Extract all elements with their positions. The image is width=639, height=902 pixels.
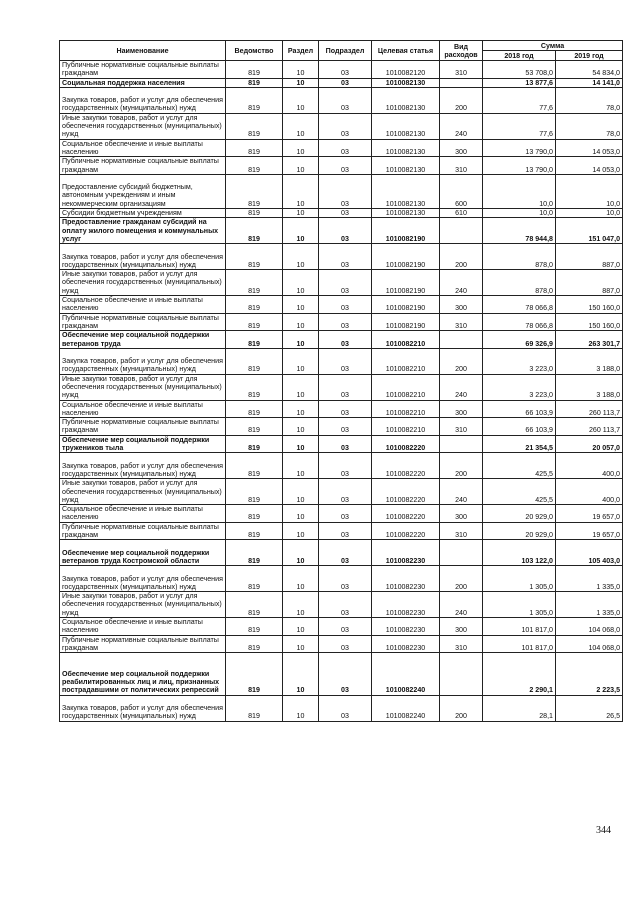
cell-razdel: 10 [283, 296, 319, 314]
cell-expense-type [440, 78, 483, 87]
cell-sum-2018: 77,6 [483, 113, 556, 139]
cell-sum-2018: 2 290,1 [483, 653, 556, 696]
cell-name: Публичные нормативные социальные выплаты гражданам [60, 418, 226, 436]
cell-razdel: 10 [283, 453, 319, 479]
cell-sum-2019: 150 160,0 [556, 296, 623, 314]
cell-razdel: 10 [283, 209, 319, 218]
cell-sum-2019: 105 403,0 [556, 540, 623, 566]
cell-target-article: 1010082230 [372, 592, 440, 618]
cell-expense-type [440, 435, 483, 453]
cell-sum-2018: 77,6 [483, 87, 556, 113]
cell-sum-2019: 26,5 [556, 695, 623, 721]
cell-expense-type: 300 [440, 505, 483, 523]
cell-sum-2018: 425,5 [483, 479, 556, 505]
header-expense-type: Вид расходов [440, 41, 483, 61]
cell-podrazdel: 03 [319, 313, 372, 331]
cell-sum-2018: 10,0 [483, 209, 556, 218]
cell-name: Социальная поддержка населения [60, 78, 226, 87]
cell-ved: 819 [226, 435, 283, 453]
cell-razdel: 10 [283, 87, 319, 113]
header-podrazdel: Подраздел [319, 41, 372, 61]
cell-podrazdel: 03 [319, 218, 372, 244]
cell-razdel: 10 [283, 635, 319, 653]
table-row [60, 635, 623, 653]
cell-podrazdel: 03 [319, 566, 372, 592]
cell-target-article: 1010082130 [372, 174, 440, 208]
cell-target-article: 1010082190 [372, 296, 440, 314]
table-row [60, 139, 623, 157]
cell-razdel: 10 [283, 505, 319, 523]
cell-name: Закупка товаров, работ и услуг для обеспечения государственных (муниципальных) нужд [60, 453, 226, 479]
cell-ved: 819 [226, 313, 283, 331]
cell-expense-type: 310 [440, 522, 483, 540]
cell-sum-2018: 10,0 [483, 174, 556, 208]
cell-podrazdel: 03 [319, 244, 372, 270]
cell-expense-type: 240 [440, 113, 483, 139]
cell-expense-type: 310 [440, 418, 483, 436]
cell-name: Обеспечение мер социальной поддержки тружеников тыла [60, 435, 226, 453]
cell-sum-2018: 13 877,6 [483, 78, 556, 87]
table-row [60, 400, 623, 418]
cell-ved: 819 [226, 209, 283, 218]
cell-ved: 819 [226, 61, 283, 79]
cell-sum-2019: 400,0 [556, 453, 623, 479]
cell-sum-2019: 20 057,0 [556, 435, 623, 453]
cell-razdel: 10 [283, 61, 319, 79]
cell-podrazdel: 03 [319, 618, 372, 636]
table-row [60, 331, 623, 349]
cell-target-article: 1010082230 [372, 618, 440, 636]
cell-name: Публичные нормативные социальные выплаты гражданам [60, 635, 226, 653]
cell-name: Закупка товаров, работ и услуг для обеспечения государственных (муниципальных) нужд [60, 566, 226, 592]
cell-expense-type: 310 [440, 635, 483, 653]
table-row [60, 113, 623, 139]
cell-ved: 819 [226, 635, 283, 653]
cell-razdel: 10 [283, 618, 319, 636]
cell-name: Закупка товаров, работ и услуг для обеспечения государственных (муниципальных) нужд [60, 348, 226, 374]
cell-expense-type: 600 [440, 174, 483, 208]
cell-ved: 819 [226, 479, 283, 505]
table-row [60, 157, 623, 175]
cell-razdel: 10 [283, 522, 319, 540]
cell-ved: 819 [226, 157, 283, 175]
cell-ved: 819 [226, 522, 283, 540]
cell-ved: 819 [226, 592, 283, 618]
table-row [60, 522, 623, 540]
cell-sum-2019: 3 188,0 [556, 348, 623, 374]
cell-target-article: 1010082190 [372, 218, 440, 244]
cell-sum-2019: 78,0 [556, 87, 623, 113]
cell-sum-2019: 14 053,0 [556, 157, 623, 175]
cell-expense-type: 200 [440, 566, 483, 592]
table-row [60, 453, 623, 479]
cell-target-article: 1010082130 [372, 209, 440, 218]
cell-target-article: 1010082220 [372, 522, 440, 540]
cell-sum-2019: 104 068,0 [556, 618, 623, 636]
cell-podrazdel: 03 [319, 540, 372, 566]
table-row [60, 244, 623, 270]
cell-name: Публичные нормативные социальные выплаты гражданам [60, 313, 226, 331]
cell-ved: 819 [226, 174, 283, 208]
table-row [60, 78, 623, 87]
table-row [60, 653, 623, 696]
cell-target-article: 1010082130 [372, 113, 440, 139]
table-row [60, 61, 623, 79]
cell-ved: 819 [226, 331, 283, 349]
cell-name: Иные закупки товаров, работ и услуг для обеспечения государственных (муниципальных) нужд [60, 479, 226, 505]
cell-sum-2019: 263 301,7 [556, 331, 623, 349]
cell-sum-2018: 78 944,8 [483, 218, 556, 244]
cell-podrazdel: 03 [319, 87, 372, 113]
cell-target-article: 1010082230 [372, 566, 440, 592]
cell-razdel: 10 [283, 218, 319, 244]
cell-target-article: 1010082190 [372, 313, 440, 331]
cell-podrazdel: 03 [319, 348, 372, 374]
cell-name: Закупка товаров, работ и услуг для обеспечения государственных (муниципальных) нужд [60, 87, 226, 113]
cell-ved: 819 [226, 653, 283, 696]
cell-expense-type: 240 [440, 592, 483, 618]
cell-sum-2018: 78 066,8 [483, 313, 556, 331]
cell-sum-2019: 19 657,0 [556, 505, 623, 523]
header-year-2019: 2019 год [556, 51, 623, 61]
table-row [60, 618, 623, 636]
cell-target-article: 1010082220 [372, 479, 440, 505]
cell-podrazdel: 03 [319, 435, 372, 453]
cell-sum-2018: 1 305,0 [483, 566, 556, 592]
cell-name: Иные закупки товаров, работ и услуг для обеспечения государственных (муниципальных) нужд [60, 113, 226, 139]
cell-ved: 819 [226, 540, 283, 566]
cell-name: Обеспечение мер социальной поддержки ветеранов труда Костромской области [60, 540, 226, 566]
header-ved: Ведомство [226, 41, 283, 61]
cell-target-article: 1010082210 [372, 400, 440, 418]
cell-podrazdel: 03 [319, 505, 372, 523]
cell-sum-2018: 13 790,0 [483, 157, 556, 175]
cell-expense-type: 240 [440, 374, 483, 400]
cell-sum-2019: 19 657,0 [556, 522, 623, 540]
cell-name: Социальное обеспечение и иные выплаты населению [60, 296, 226, 314]
cell-expense-type: 240 [440, 270, 483, 296]
cell-sum-2018: 66 103,9 [483, 400, 556, 418]
cell-sum-2018: 28,1 [483, 695, 556, 721]
cell-razdel: 10 [283, 695, 319, 721]
cell-expense-type: 200 [440, 244, 483, 270]
cell-ved: 819 [226, 695, 283, 721]
cell-name: Обеспечение мер социальной поддержки ветеранов труда [60, 331, 226, 349]
header-row-1 [60, 41, 623, 51]
cell-sum-2018: 20 929,0 [483, 505, 556, 523]
cell-expense-type: 310 [440, 313, 483, 331]
cell-podrazdel: 03 [319, 331, 372, 349]
cell-expense-type: 300 [440, 296, 483, 314]
cell-name: Публичные нормативные социальные выплаты гражданам [60, 522, 226, 540]
cell-sum-2018: 53 708,0 [483, 61, 556, 79]
cell-sum-2019: 1 335,0 [556, 592, 623, 618]
cell-sum-2018: 66 103,9 [483, 418, 556, 436]
cell-sum-2019: 78,0 [556, 113, 623, 139]
header-name: Наименование [60, 41, 226, 61]
cell-target-article: 1010082210 [372, 418, 440, 436]
cell-podrazdel: 03 [319, 157, 372, 175]
cell-podrazdel: 03 [319, 418, 372, 436]
cell-expense-type: 310 [440, 61, 483, 79]
cell-target-article: 1010082210 [372, 331, 440, 349]
cell-sum-2019: 150 160,0 [556, 313, 623, 331]
budget-table [59, 40, 623, 722]
cell-expense-type: 200 [440, 348, 483, 374]
cell-name: Социальное обеспечение и иные выплаты населению [60, 139, 226, 157]
cell-ved: 819 [226, 566, 283, 592]
cell-expense-type: 310 [440, 157, 483, 175]
cell-name: Социальное обеспечение и иные выплаты населению [60, 400, 226, 418]
table-row [60, 270, 623, 296]
cell-sum-2019: 10,0 [556, 174, 623, 208]
cell-sum-2018: 101 817,0 [483, 635, 556, 653]
cell-target-article: 1010082130 [372, 78, 440, 87]
table-row [60, 87, 623, 113]
cell-ved: 819 [226, 453, 283, 479]
cell-name: Иные закупки товаров, работ и услуг для обеспечения государственных (муниципальных) нужд [60, 270, 226, 296]
cell-sum-2019: 54 834,0 [556, 61, 623, 79]
cell-sum-2019: 10,0 [556, 209, 623, 218]
cell-target-article: 1010082230 [372, 540, 440, 566]
table-row [60, 435, 623, 453]
cell-expense-type [440, 653, 483, 696]
cell-razdel: 10 [283, 479, 319, 505]
cell-sum-2018: 13 790,0 [483, 139, 556, 157]
cell-expense-type: 300 [440, 400, 483, 418]
cell-podrazdel: 03 [319, 296, 372, 314]
cell-name: Иные закупки товаров, работ и услуг для обеспечения государственных (муниципальных) нужд [60, 592, 226, 618]
cell-name: Обеспечение мер социальной поддержки реабилитированных лиц и лиц, признанных пострадавшими от политических репрессий [60, 653, 226, 696]
cell-razdel: 10 [283, 653, 319, 696]
cell-expense-type: 200 [440, 87, 483, 113]
cell-razdel: 10 [283, 174, 319, 208]
cell-sum-2019: 887,0 [556, 244, 623, 270]
cell-target-article: 1010082130 [372, 157, 440, 175]
cell-ved: 819 [226, 374, 283, 400]
cell-sum-2019: 104 068,0 [556, 635, 623, 653]
cell-razdel: 10 [283, 592, 319, 618]
cell-expense-type: 240 [440, 479, 483, 505]
cell-sum-2018: 878,0 [483, 244, 556, 270]
cell-target-article: 1010082190 [372, 244, 440, 270]
table-row [60, 479, 623, 505]
cell-target-article: 1010082120 [372, 61, 440, 79]
cell-ved: 819 [226, 348, 283, 374]
cell-name: Закупка товаров, работ и услуг для обеспечения государственных (муниципальных) нужд [60, 695, 226, 721]
cell-target-article: 1010082220 [372, 453, 440, 479]
cell-sum-2019: 260 113,7 [556, 418, 623, 436]
table-row [60, 348, 623, 374]
cell-name: Субсидии бюджетным учреждениям [60, 209, 226, 218]
cell-razdel: 10 [283, 270, 319, 296]
table-row [60, 218, 623, 244]
cell-razdel: 10 [283, 78, 319, 87]
cell-razdel: 10 [283, 566, 319, 592]
cell-ved: 819 [226, 270, 283, 296]
cell-expense-type: 200 [440, 453, 483, 479]
cell-sum-2019: 887,0 [556, 270, 623, 296]
cell-target-article: 1010082240 [372, 695, 440, 721]
table-body [60, 61, 623, 722]
cell-sum-2018: 3 223,0 [483, 374, 556, 400]
cell-podrazdel: 03 [319, 174, 372, 208]
cell-ved: 819 [226, 618, 283, 636]
cell-name: Иные закупки товаров, работ и услуг для обеспечения государственных (муниципальных) нужд [60, 374, 226, 400]
header-target-article: Целевая статья [372, 41, 440, 61]
cell-sum-2018: 103 122,0 [483, 540, 556, 566]
cell-sum-2018: 101 817,0 [483, 618, 556, 636]
table-row [60, 505, 623, 523]
header-year-2018: 2018 год [483, 51, 556, 61]
cell-target-article: 1010082220 [372, 505, 440, 523]
cell-razdel: 10 [283, 435, 319, 453]
cell-razdel: 10 [283, 244, 319, 270]
cell-podrazdel: 03 [319, 139, 372, 157]
cell-razdel: 10 [283, 113, 319, 139]
cell-sum-2018: 3 223,0 [483, 348, 556, 374]
cell-target-article: 1010082210 [372, 348, 440, 374]
cell-ved: 819 [226, 505, 283, 523]
cell-expense-type [440, 540, 483, 566]
table-row [60, 592, 623, 618]
cell-target-article: 1010082240 [372, 653, 440, 696]
cell-name: Публичные нормативные социальные выплаты гражданам [60, 157, 226, 175]
cell-sum-2018: 425,5 [483, 453, 556, 479]
cell-name: Предоставление субсидий бюджетным, автономным учреждениям и иным некоммерческим организациям [60, 174, 226, 208]
cell-expense-type [440, 218, 483, 244]
cell-podrazdel: 03 [319, 653, 372, 696]
cell-razdel: 10 [283, 374, 319, 400]
cell-podrazdel: 03 [319, 113, 372, 139]
cell-name: Закупка товаров, работ и услуг для обеспечения государственных (муниципальных) нужд [60, 244, 226, 270]
cell-razdel: 10 [283, 540, 319, 566]
cell-podrazdel: 03 [319, 374, 372, 400]
cell-ved: 819 [226, 139, 283, 157]
cell-expense-type: 300 [440, 618, 483, 636]
cell-razdel: 10 [283, 348, 319, 374]
table-row [60, 296, 623, 314]
cell-podrazdel: 03 [319, 695, 372, 721]
cell-sum-2019: 14 053,0 [556, 139, 623, 157]
cell-sum-2018: 21 354,5 [483, 435, 556, 453]
cell-ved: 819 [226, 296, 283, 314]
cell-expense-type: 200 [440, 695, 483, 721]
cell-podrazdel: 03 [319, 400, 372, 418]
cell-sum-2019: 400,0 [556, 479, 623, 505]
table-row [60, 209, 623, 218]
cell-ved: 819 [226, 244, 283, 270]
table-row [60, 566, 623, 592]
cell-target-article: 1010082130 [372, 139, 440, 157]
cell-sum-2018: 78 066,8 [483, 296, 556, 314]
cell-sum-2019: 2 223,5 [556, 653, 623, 696]
cell-ved: 819 [226, 418, 283, 436]
table-row [60, 374, 623, 400]
table-row [60, 174, 623, 208]
cell-sum-2019: 3 188,0 [556, 374, 623, 400]
cell-ved: 819 [226, 87, 283, 113]
cell-ved: 819 [226, 218, 283, 244]
cell-sum-2018: 878,0 [483, 270, 556, 296]
cell-sum-2018: 1 305,0 [483, 592, 556, 618]
cell-razdel: 10 [283, 418, 319, 436]
cell-podrazdel: 03 [319, 635, 372, 653]
cell-podrazdel: 03 [319, 61, 372, 79]
cell-sum-2018: 69 326,9 [483, 331, 556, 349]
cell-sum-2019: 14 141,0 [556, 78, 623, 87]
cell-podrazdel: 03 [319, 592, 372, 618]
cell-ved: 819 [226, 400, 283, 418]
table-row [60, 695, 623, 721]
cell-sum-2019: 1 335,0 [556, 566, 623, 592]
cell-target-article: 1010082220 [372, 435, 440, 453]
table-row [60, 540, 623, 566]
cell-razdel: 10 [283, 139, 319, 157]
cell-sum-2018: 20 929,0 [483, 522, 556, 540]
cell-podrazdel: 03 [319, 270, 372, 296]
header-sum: Сумма [483, 41, 623, 51]
cell-podrazdel: 03 [319, 209, 372, 218]
cell-target-article: 1010082190 [372, 270, 440, 296]
cell-name: Социальное обеспечение и иные выплаты населению [60, 505, 226, 523]
cell-razdel: 10 [283, 157, 319, 175]
cell-razdel: 10 [283, 313, 319, 331]
cell-name: Предоставление гражданам субсидий на оплату жилого помещения и коммунальных услуг [60, 218, 226, 244]
cell-razdel: 10 [283, 400, 319, 418]
cell-name: Социальное обеспечение и иные выплаты населению [60, 618, 226, 636]
cell-name: Публичные нормативные социальные выплаты гражданам [60, 61, 226, 79]
cell-ved: 819 [226, 78, 283, 87]
cell-expense-type: 610 [440, 209, 483, 218]
cell-razdel: 10 [283, 331, 319, 349]
cell-expense-type [440, 331, 483, 349]
page-number: 344 [596, 825, 611, 836]
header-razdel: Раздел [283, 41, 319, 61]
table-row [60, 313, 623, 331]
table-row [60, 418, 623, 436]
cell-podrazdel: 03 [319, 522, 372, 540]
cell-podrazdel: 03 [319, 78, 372, 87]
cell-sum-2019: 151 047,0 [556, 218, 623, 244]
cell-expense-type: 300 [440, 139, 483, 157]
cell-target-article: 1010082130 [372, 87, 440, 113]
cell-ved: 819 [226, 113, 283, 139]
cell-podrazdel: 03 [319, 479, 372, 505]
cell-podrazdel: 03 [319, 453, 372, 479]
cell-target-article: 1010082230 [372, 635, 440, 653]
cell-target-article: 1010082210 [372, 374, 440, 400]
cell-sum-2019: 260 113,7 [556, 400, 623, 418]
